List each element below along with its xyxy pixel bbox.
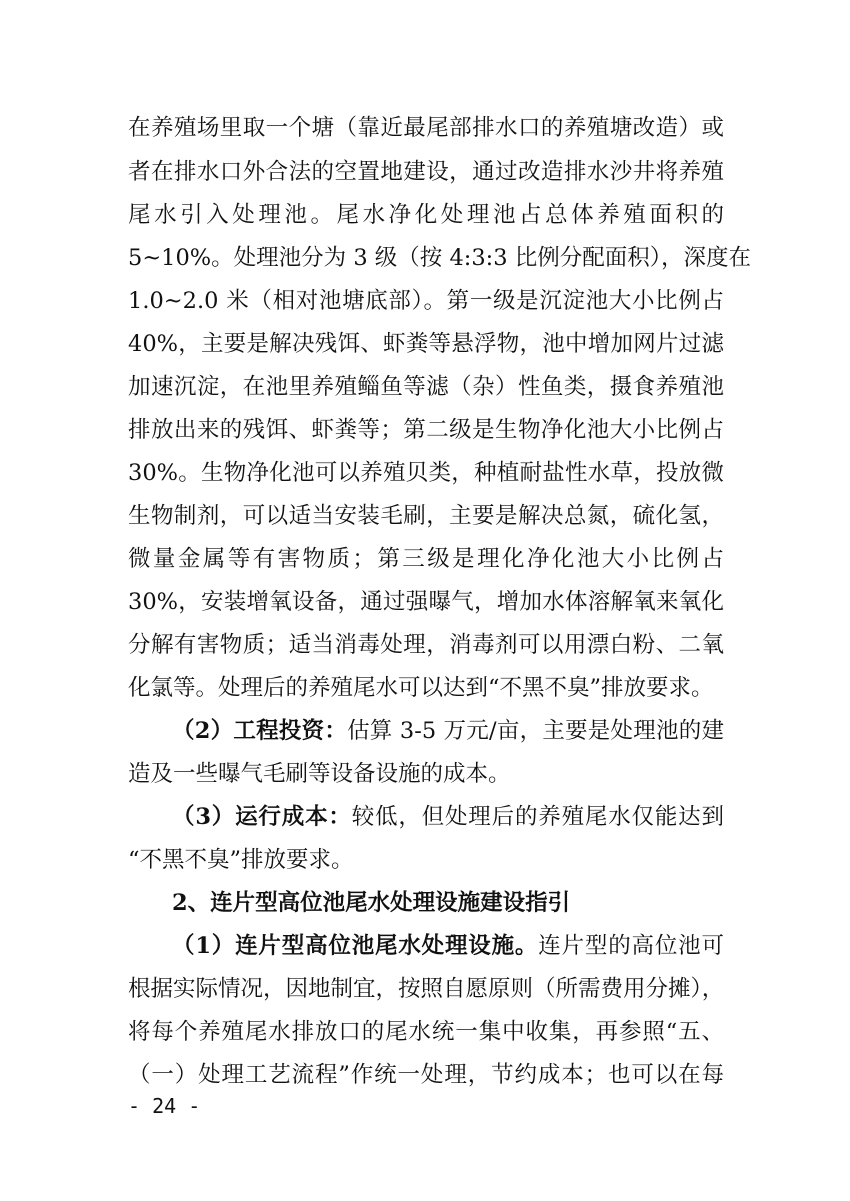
text-line: 将每个养殖尾水排放口的尾水统一集中收集，再参照“五、 [128,1019,724,1045]
text-line: 尾水引入处理池。尾水净化处理池占总体养殖面积的 [128,202,724,228]
operating-cost-line [172,802,724,832]
facility-label: （1）连片型高位池尾水处理设施。 [172,933,539,959]
engineering-investment-label: （2）工程投资： [172,718,348,744]
facility-text: 连片型的高位池可 [538,933,724,959]
text-line: 化氯等。处理后的养殖尾水可以达到“不黑不臭”排放要求。 [128,675,714,701]
text-line: 在养殖场里取一个塘（靠近最尾部排水口的养殖塘改造）或 [128,115,724,141]
text-line: 微量金属等有害物质；第三级是理化净化池大小比例占 [128,546,724,572]
text-line: 者在排水口外合法的空置地建设，通过改造排水沙井将养殖 [128,159,724,185]
engineering-investment-line [172,716,724,746]
operating-cost-text: 较低，但处理后的养殖尾水仅能达到 [351,804,724,830]
text-line: 生物制剂，可以适当安装毛刷，主要是解决总氮，硫化氢， [128,503,724,529]
text-line: 1.0~2.0 米（相对池塘底部）。第一级是沉淀池大小比例占 [128,288,724,314]
operating-cost-label: （3）运行成本： [172,804,352,830]
text-line: 排放出来的残饵、虾粪等；第二级是生物净化池大小比例占 [128,417,724,443]
text-line: “不黑不臭”排放要求。 [128,847,354,873]
facility-line [172,931,724,961]
page-number: - 24 - [128,1094,201,1118]
section-heading: 2、连片型高位池尾水处理设施建设指引 [172,890,571,916]
text-line: 5~10%。处理池分为 3 级（按 4:3:3 比例分配面积），深度在 [128,245,751,271]
text-line: 根据实际情况，因地制宜，按照自愿原则（所需费用分摊）， [128,976,725,1002]
text-line: 40%，主要是解决残饵、虾粪等悬浮物，池中增加网片过滤 [128,331,724,357]
text-line: （一）处理工艺流程”作统一处理，节约成本；也可以在每 [128,1062,724,1088]
text-line: 加速沉淀，在池里养殖鲻鱼等滤（杂）性鱼类，摄食养殖池 [128,374,724,400]
text-line: 造及一些曝气毛刷等设备设施的成本。 [128,761,511,787]
text-line: 30%，安装增氧设备，通过强曝气，增加水体溶解氧来氧化 [128,589,724,615]
text-line: 分解有害物质；适当消毒处理，消毒剂可以用漂白粉、二氧 [128,632,724,658]
engineering-investment-text: 估算 3-5 万元/亩，主要是处理池的建 [347,718,724,744]
text-line: 30%。生物净化池可以养殖贝类，种植耐盐性水草，投放微 [128,460,724,486]
